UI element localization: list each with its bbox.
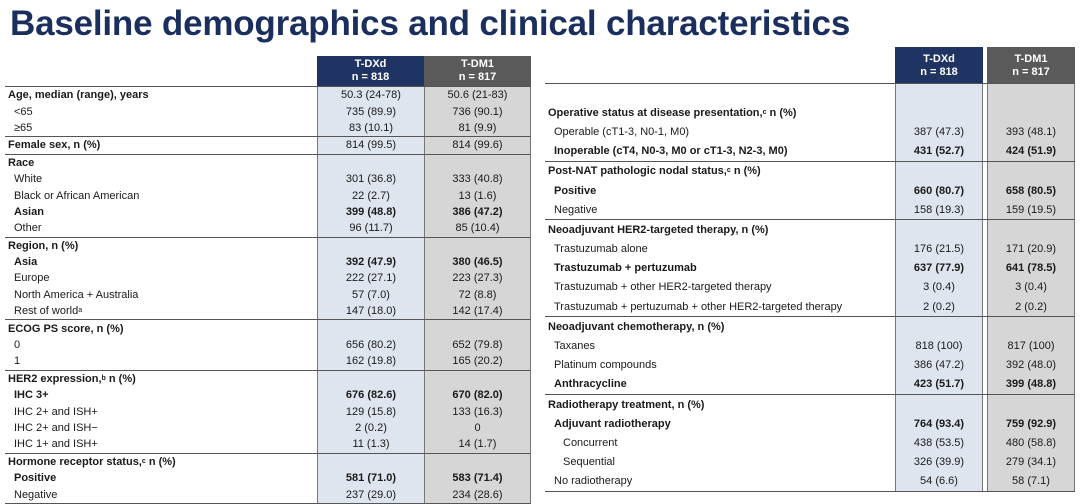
value-tdm1 — [424, 238, 531, 254]
table-row — [5, 387, 531, 403]
table-row — [545, 161, 1075, 181]
value-tdxd: 96 (11.7) — [317, 220, 424, 236]
arm-name: T-DM1 — [461, 58, 494, 70]
row-label — [5, 103, 317, 119]
value-tdm1: 641 (78.5) — [987, 259, 1075, 278]
row-label — [5, 403, 317, 419]
value-tdm1 — [987, 220, 1075, 239]
row-label-text: ECOG PS score, n (%) — [8, 322, 124, 335]
row-label-text: Europe — [14, 272, 50, 285]
arm-n: n = 818 — [920, 66, 958, 78]
value-tdxd: 83 (10.1) — [317, 120, 424, 136]
value-tdm1: 171 (20.9) — [987, 240, 1075, 259]
table-header — [5, 56, 531, 86]
value-tdm1: 223 (27.3) — [424, 270, 531, 286]
table-row — [545, 181, 1075, 200]
row-label: Hormone receptor status, c n (%) — [8, 455, 176, 468]
row-label-suffix: n (%) — [730, 165, 761, 178]
value-tdm1: 234 (28.6) — [424, 486, 531, 502]
row-label — [545, 259, 895, 278]
row-label-text: Sequential — [563, 456, 615, 469]
value-tdxd: 129 (15.8) — [317, 403, 424, 419]
value-tdm1 — [424, 454, 531, 470]
table-row — [545, 200, 1075, 219]
row-label — [545, 356, 895, 375]
value-tdm1: 817 (100) — [987, 336, 1075, 355]
value-tdxd: 3 (0.4) — [895, 278, 983, 297]
arm-name: T-DXd — [354, 58, 387, 70]
row-label — [545, 317, 895, 336]
value-tdm1: 2 (0.2) — [987, 297, 1075, 316]
table-row — [5, 420, 531, 436]
value-tdm1: 380 (46.5) — [424, 254, 531, 270]
value-tdxd: 660 (80.7) — [895, 181, 983, 200]
row-label-text: Positive — [554, 184, 597, 197]
header-tdm1 — [424, 56, 531, 86]
table-row — [545, 375, 1075, 394]
row-label — [5, 420, 317, 436]
row-label-text: No radiotherapy — [554, 475, 633, 488]
value-tdxd — [895, 317, 983, 336]
row-label — [5, 120, 317, 136]
table-row — [545, 142, 1075, 161]
value-tdxd — [317, 320, 424, 336]
row-label-text: Concurrent — [563, 436, 618, 449]
row-label — [5, 238, 317, 254]
row-label — [545, 472, 895, 491]
value-tdxd: 158 (19.3) — [895, 200, 983, 219]
row-label — [545, 414, 895, 433]
row-label-text: White — [14, 173, 43, 186]
value-tdxd: 50.3 (24-78) — [317, 87, 424, 103]
header-tdxd — [895, 47, 983, 83]
row-label — [545, 200, 895, 219]
value-tdxd: 176 (21.5) — [895, 240, 983, 259]
table-row — [5, 171, 531, 187]
row-label-text: Asian — [14, 205, 44, 218]
value-tdxd: 2 (0.2) — [895, 297, 983, 316]
table-row — [5, 120, 531, 136]
table-row — [545, 336, 1075, 355]
value-tdm1: 85 (10.4) — [424, 220, 531, 236]
row-label — [5, 387, 317, 403]
value-tdxd — [317, 238, 424, 254]
arm-name: T-DM1 — [1014, 53, 1048, 65]
value-tdxd — [317, 371, 424, 387]
table-row — [545, 394, 1075, 414]
value-tdxd — [895, 103, 983, 122]
row-label-text: Post-NAT pathologic nodal status, — [548, 165, 727, 178]
row-label-text: Neoadjuvant HER2-targeted therapy, n (%) — [548, 223, 769, 236]
table-row — [545, 356, 1075, 375]
value-tdxd: 676 (82.6) — [317, 387, 424, 403]
row-label-text: IHC 2+ and ISH− — [14, 422, 98, 434]
value-tdxd: 387 (47.3) — [895, 122, 983, 141]
row-label — [545, 375, 895, 394]
row-label-text: Taxanes — [554, 340, 595, 353]
row-label-text: North America + Australia — [14, 288, 139, 301]
row-label: Operative status at disease presentation, c n (%) — [548, 106, 797, 119]
row-label-text: 0 — [14, 339, 21, 352]
row-label-text: Race — [8, 156, 35, 169]
value-tdxd: 386 (47.2) — [895, 356, 983, 375]
row-label-text: Region, n (%) — [8, 239, 79, 252]
value-tdxd: 237 (29.0) — [317, 486, 424, 502]
value-tdxd: 581 (71.0) — [317, 470, 424, 486]
table-row — [5, 403, 531, 419]
table-row — [545, 278, 1075, 297]
row-label-suffix: n (%) — [766, 106, 797, 119]
value-tdm1: 658 (80.5) — [987, 181, 1075, 200]
row-label — [545, 142, 895, 161]
table-row — [5, 486, 531, 503]
value-tdxd — [317, 454, 424, 470]
row-label-text: Asia — [14, 256, 38, 269]
table-row — [5, 319, 531, 336]
row-label — [5, 254, 317, 270]
value-tdm1: 386 (47.2) — [424, 204, 531, 220]
table-row — [5, 287, 531, 303]
row-label-text: Trastuzumab + other HER2-targeted therapy — [554, 281, 772, 294]
value-tdxd: 22 (2.7) — [317, 187, 424, 203]
row-label-text: Other — [14, 222, 42, 235]
row-label-text: Operable (cT1-3, N0-1, M0) — [554, 125, 690, 138]
value-tdxd: 656 (80.2) — [317, 337, 424, 353]
row-label — [545, 240, 895, 259]
table-row — [5, 353, 531, 369]
value-tdm1: 670 (82.0) — [424, 387, 531, 403]
row-label — [545, 84, 895, 103]
value-tdxd: 2 (0.2) — [317, 420, 424, 436]
value-tdm1: 165 (20.2) — [424, 353, 531, 369]
row-label — [545, 395, 895, 414]
row-label — [5, 204, 317, 220]
row-label — [5, 337, 317, 353]
value-tdm1: 814 (99.6) — [424, 137, 531, 153]
value-tdxd — [317, 155, 424, 171]
value-tdxd: 222 (27.1) — [317, 270, 424, 286]
row-label-text: Anthracycline — [554, 378, 627, 391]
value-tdm1: 652 (79.8) — [424, 337, 531, 353]
row-label-text: Age, median (range), years — [8, 89, 149, 102]
table-row — [545, 219, 1075, 239]
right-table — [545, 47, 1075, 492]
row-label-text: Trastuzumab alone — [554, 243, 648, 256]
value-tdxd: 326 (39.9) — [895, 453, 983, 472]
row-label — [545, 181, 895, 200]
row-label-text: HER2 expression, — [8, 372, 102, 385]
value-tdxd — [895, 220, 983, 239]
value-tdxd: 301 (36.8) — [317, 171, 424, 187]
left-table — [5, 56, 531, 504]
table-row — [5, 237, 531, 254]
row-label — [5, 287, 317, 303]
row-label — [5, 137, 317, 153]
row-label-text: IHC 2+ and ISH+ — [14, 405, 98, 418]
value-tdm1 — [987, 84, 1075, 103]
value-tdxd: 147 (18.0) — [317, 303, 424, 319]
row-label-text: Black or African American — [14, 189, 140, 202]
table-row — [5, 154, 531, 171]
row-label — [5, 353, 317, 369]
value-tdxd — [895, 395, 983, 414]
row-label — [545, 453, 895, 472]
value-tdm1: 81 (9.9) — [424, 120, 531, 136]
value-tdxd: 637 (77.9) — [895, 259, 983, 278]
table-header — [545, 47, 1075, 83]
value-tdxd: 399 (48.8) — [317, 204, 424, 220]
table-row — [545, 103, 1075, 122]
value-tdm1: 13 (1.6) — [424, 187, 531, 203]
value-tdxd: 818 (100) — [895, 336, 983, 355]
value-tdm1: 393 (48.1) — [987, 122, 1075, 141]
row-label-suffix: n (%) — [105, 372, 136, 385]
row-label — [545, 336, 895, 355]
value-tdm1 — [424, 155, 531, 171]
row-label — [545, 297, 895, 316]
table-row — [545, 453, 1075, 472]
table-row — [5, 453, 531, 470]
value-tdm1: 279 (34.1) — [987, 453, 1075, 472]
value-tdxd: 11 (1.3) — [317, 436, 424, 452]
value-tdm1: 142 (17.4) — [424, 303, 531, 319]
row-label-text: Operative status at disease presentation, — [548, 106, 763, 119]
row-label — [5, 320, 317, 336]
value-tdm1: 399 (48.8) — [987, 375, 1075, 394]
row-label: Rest of world a — [14, 305, 83, 318]
value-tdm1: 58 (7.1) — [987, 472, 1075, 491]
row-label — [5, 470, 317, 486]
arm-n: n = 818 — [351, 71, 390, 83]
row-label: Post-NAT pathologic nodal status, c n (%) — [548, 165, 761, 178]
table-row — [545, 433, 1075, 452]
value-tdm1: 133 (16.3) — [424, 403, 531, 419]
row-label-text: IHC 3+ — [14, 389, 49, 402]
row-label-text: Negative — [554, 203, 598, 216]
table-row — [545, 259, 1075, 278]
table-row — [5, 187, 531, 203]
table-row — [5, 337, 531, 353]
row-label-text: Female sex, n (%) — [8, 139, 101, 152]
table-row — [545, 472, 1075, 492]
row-label — [5, 171, 317, 187]
value-tdm1: 333 (40.8) — [424, 171, 531, 187]
header-tdxd — [317, 56, 424, 86]
table-row — [5, 220, 531, 236]
value-tdxd: 162 (19.8) — [317, 353, 424, 369]
left-table-body — [5, 86, 531, 504]
row-label-text: ≥65 — [14, 121, 33, 134]
row-label — [5, 87, 317, 103]
table-row — [545, 240, 1075, 259]
table-row — [5, 86, 531, 103]
row-label-text: 1 — [14, 355, 21, 368]
arm-n: n = 817 — [1012, 66, 1050, 78]
value-tdm1: 3 (0.4) — [987, 278, 1075, 297]
value-tdm1: 392 (48.0) — [987, 356, 1075, 375]
table-row — [5, 470, 531, 486]
row-label — [5, 486, 317, 502]
row-label-text: Platinum compounds — [554, 359, 657, 372]
value-tdxd: 423 (51.7) — [895, 375, 983, 394]
row-label-text: Trastuzumab + pertuzumab + other HER2-targeted therapy — [554, 300, 843, 313]
table-row — [545, 83, 1075, 103]
header-tdm1 — [987, 47, 1075, 83]
row-label — [5, 187, 317, 203]
value-tdm1: 50.6 (21-83) — [424, 87, 531, 103]
row-label — [5, 270, 317, 286]
value-tdm1 — [424, 371, 531, 387]
row-label — [5, 155, 317, 171]
value-tdm1: 583 (71.4) — [424, 470, 531, 486]
value-tdm1: 14 (1.7) — [424, 436, 531, 452]
table-row — [5, 103, 531, 119]
value-tdm1: 759 (92.9) — [987, 414, 1075, 433]
right-table-body — [545, 83, 1075, 492]
table-row — [545, 122, 1075, 141]
value-tdm1 — [987, 103, 1075, 122]
value-tdxd: 392 (47.9) — [317, 254, 424, 270]
value-tdxd: 764 (93.4) — [895, 414, 983, 433]
table-row — [5, 436, 531, 452]
table-row — [545, 414, 1075, 433]
table-row — [545, 297, 1075, 316]
row-label — [545, 433, 895, 452]
table-row — [5, 270, 531, 286]
row-label-text: Rest of world — [14, 305, 79, 318]
value-tdxd: 57 (7.0) — [317, 287, 424, 303]
value-tdxd: 54 (6.6) — [895, 472, 983, 491]
arm-name: T-DXd — [923, 53, 955, 65]
table-row — [5, 370, 531, 387]
row-label-text: Inoperable (cT4, N0-3, M0 or cT1-3, N2-3, M0) — [554, 145, 788, 158]
value-tdxd — [895, 162, 983, 181]
value-tdm1: 0 — [424, 420, 531, 436]
value-tdm1: 424 (51.9) — [987, 142, 1075, 161]
row-label-text: IHC 1+ and ISH+ — [14, 438, 98, 451]
row-label-text: <65 — [14, 105, 33, 118]
value-tdxd: 735 (89.9) — [317, 103, 424, 119]
row-label-text: Trastuzumab + pertuzumab — [554, 262, 697, 275]
row-label-suffix: n (%) — [145, 455, 176, 468]
value-tdm1 — [987, 162, 1075, 181]
row-label — [5, 220, 317, 236]
row-label — [545, 122, 895, 141]
value-tdm1: 736 (90.1) — [424, 103, 531, 119]
row-label — [5, 436, 317, 452]
row-label-text: Neoadjuvant chemotherapy, n (%) — [548, 320, 725, 333]
value-tdm1 — [424, 320, 531, 336]
value-tdxd: 814 (99.5) — [317, 137, 424, 153]
table-row — [5, 303, 531, 319]
row-label-text: Radiotherapy treatment, n (%) — [548, 398, 705, 411]
row-label-text: Adjuvant radiotherapy — [554, 417, 671, 430]
value-tdxd — [895, 84, 983, 103]
row-label — [545, 278, 895, 297]
row-label-text: Negative — [14, 488, 58, 501]
value-tdm1: 159 (19.5) — [987, 200, 1075, 219]
value-tdm1 — [987, 317, 1075, 336]
arm-n: n = 817 — [458, 71, 497, 83]
value-tdm1: 480 (58.8) — [987, 433, 1075, 452]
row-label — [545, 220, 895, 239]
slide-title: Baseline demographics and clinical characteristics — [10, 4, 851, 43]
value-tdxd: 438 (53.5) — [895, 433, 983, 452]
row-label-text: Hormone receptor status, — [8, 455, 142, 468]
value-tdm1: 72 (8.8) — [424, 287, 531, 303]
value-tdm1 — [987, 395, 1075, 414]
row-label: HER2 expression, b n (%) — [8, 372, 136, 385]
table-row — [545, 316, 1075, 336]
table-row — [5, 204, 531, 220]
row-label-text: Positive — [14, 472, 57, 485]
value-tdxd: 431 (52.7) — [895, 142, 983, 161]
table-row — [5, 254, 531, 270]
table-row — [5, 136, 531, 153]
